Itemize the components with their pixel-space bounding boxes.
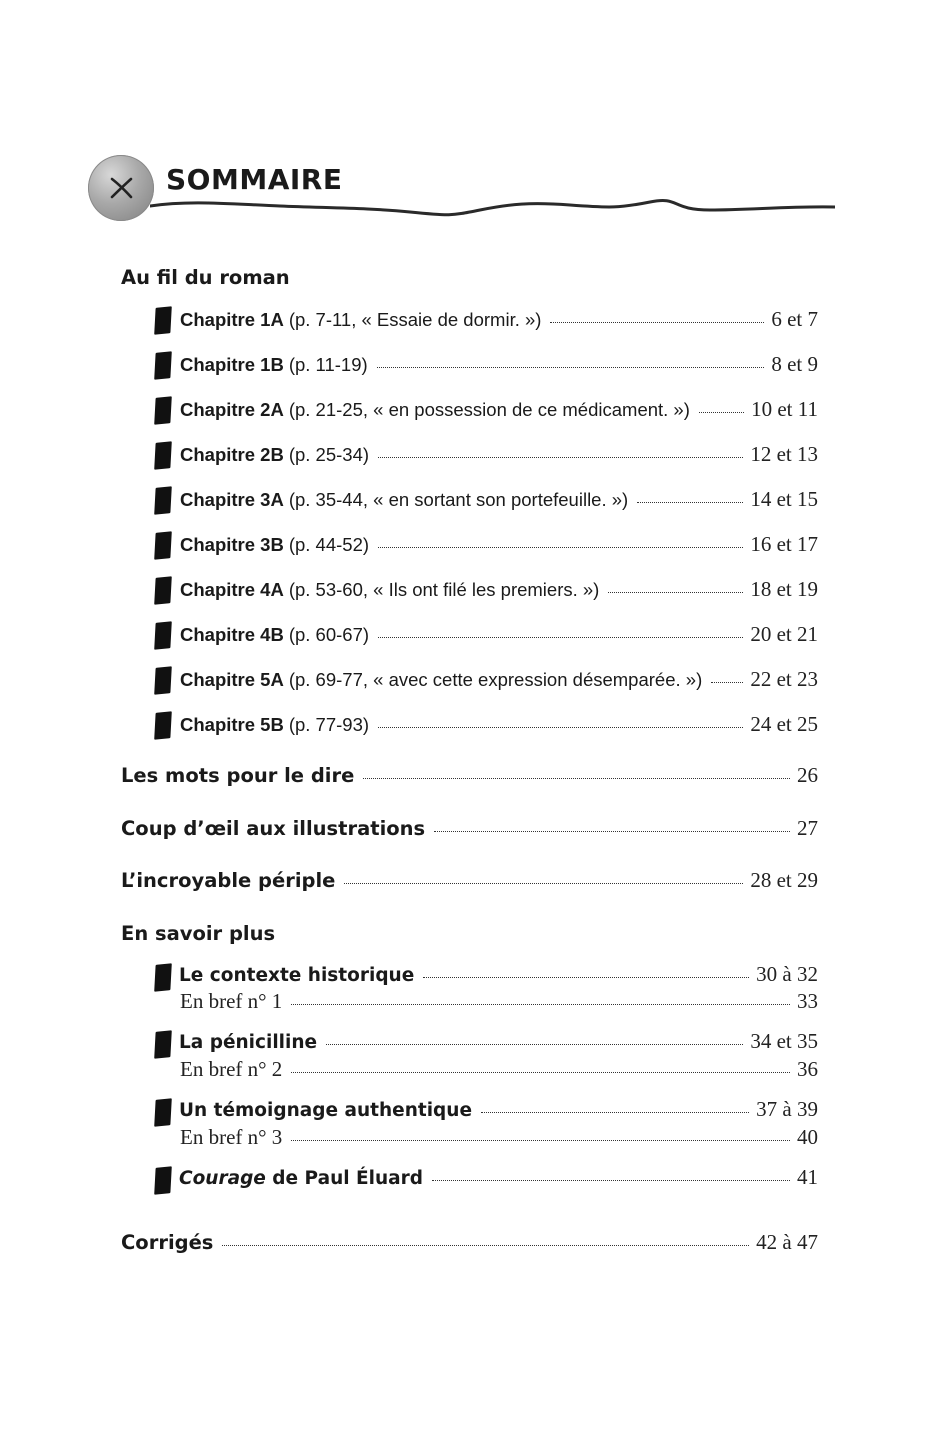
page-number: 30 à 32 xyxy=(756,962,818,986)
toc-entry-en-bref-3[interactable] xyxy=(180,1125,818,1150)
toc-entry-chapitre-1b[interactable] xyxy=(180,352,818,377)
chapter-reference: (p. 7-11, « Essaie de dormir. ») xyxy=(288,309,542,330)
page-number: 40 xyxy=(797,1125,818,1149)
chapter-reference: (p. 69-77, « avec cette expression désemparée. ») xyxy=(288,669,703,690)
page-number: 18 et 19 xyxy=(750,577,818,601)
page-number: 8 et 9 xyxy=(771,352,818,376)
bullet-icon xyxy=(154,306,172,335)
dot-leader xyxy=(291,1004,790,1005)
chapter-reference: (p. 25-34) xyxy=(288,444,370,465)
brief-label: En bref n° 2 xyxy=(180,1057,283,1081)
dot-leader xyxy=(377,367,765,368)
page-number: 36 xyxy=(797,1057,818,1081)
dot-leader xyxy=(222,1245,749,1246)
toc-entry-temoignage-authentique[interactable] xyxy=(179,1097,818,1122)
bullet-icon xyxy=(154,576,172,605)
dot-leader xyxy=(291,1140,790,1141)
chapter-reference: (p. 11-19) xyxy=(288,354,368,375)
page-number: 6 et 7 xyxy=(771,307,818,331)
toc-entry-en-bref-2[interactable] xyxy=(180,1057,818,1082)
page-number: 34 et 35 xyxy=(750,1029,818,1053)
toc-entry-en-bref-1[interactable] xyxy=(180,989,818,1014)
page-number: 26 xyxy=(797,763,818,787)
chapter-reference: (p. 60-67) xyxy=(288,624,370,645)
chapter-label: Chapitre 3A xyxy=(180,489,284,510)
bullet-icon xyxy=(154,396,172,425)
subsection-label: La pénicilline xyxy=(179,1032,318,1053)
dot-leader xyxy=(423,977,749,978)
toc-entry-chapitre-3b[interactable] xyxy=(180,532,818,557)
bullet-icon xyxy=(154,666,172,695)
page-number: 20 et 21 xyxy=(750,622,818,646)
dot-leader xyxy=(432,1180,790,1181)
subsection-label xyxy=(179,1168,423,1189)
page-number: 33 xyxy=(797,989,818,1013)
page-number: 42 à 47 xyxy=(756,1230,818,1254)
dot-leader xyxy=(608,592,743,593)
page-number: 27 xyxy=(797,816,818,840)
toc-entry-corriges[interactable] xyxy=(121,1230,818,1255)
toc-entry-chapitre-5b[interactable] xyxy=(180,712,818,737)
chapter-label: Chapitre 1A xyxy=(180,309,284,330)
chapter-label: Chapitre 2A xyxy=(180,399,284,420)
bullet-icon xyxy=(154,1166,172,1195)
toc-entry-chapitre-2b[interactable] xyxy=(180,442,818,467)
dot-leader xyxy=(344,883,743,884)
toc-entry-chapitre-5a[interactable] xyxy=(180,667,818,692)
dot-leader xyxy=(711,682,743,683)
brief-label: En bref n° 1 xyxy=(180,989,283,1013)
toc-entry-chapitre-4b[interactable] xyxy=(180,622,818,647)
toc-entry-chapitre-2a[interactable] xyxy=(180,397,818,422)
dot-leader xyxy=(378,637,743,638)
chapter-label: Chapitre 5A xyxy=(180,669,284,690)
chapter-label: Chapitre 4B xyxy=(180,624,284,645)
page-number: 37 à 39 xyxy=(756,1097,818,1121)
page-number: 16 et 17 xyxy=(750,532,818,556)
section-label: L’incroyable périple xyxy=(121,869,336,892)
bullet-icon xyxy=(154,1030,172,1059)
bullet-icon xyxy=(154,1098,172,1127)
section-label: Corrigés xyxy=(121,1231,214,1254)
bullet-icon xyxy=(154,351,172,380)
chapter-reference: (p. 53-60, « Ils ont filé les premiers. ») xyxy=(288,579,600,600)
dot-leader xyxy=(291,1072,790,1073)
chapter-label: Chapitre 1B xyxy=(180,354,284,375)
toc-entry-courage-eluard[interactable] xyxy=(179,1165,818,1190)
bullet-icon xyxy=(154,441,172,470)
chapter-reference: (p. 77-93) xyxy=(288,714,370,735)
page-number: 28 et 29 xyxy=(750,868,818,892)
chapter-reference: (p. 21-25, « en possession de ce médicament. ») xyxy=(288,399,690,420)
dot-leader xyxy=(699,412,744,413)
page-number: 10 et 11 xyxy=(751,397,818,421)
toc-entry-chapitre-4a[interactable] xyxy=(180,577,818,602)
dot-leader xyxy=(550,322,764,323)
page-title: SOMMAIRE xyxy=(166,163,343,196)
poem-author: de Paul Éluard xyxy=(265,1168,424,1189)
toc-entry-mots-pour-le-dire[interactable] xyxy=(121,763,818,788)
bullet-icon xyxy=(154,531,172,560)
section-label: Les mots pour le dire xyxy=(121,764,355,787)
dot-leader xyxy=(378,457,743,458)
chapter-label: Chapitre 5B xyxy=(180,714,284,735)
section-heading-en-savoir-plus: En savoir plus xyxy=(121,922,276,945)
dot-leader xyxy=(637,502,743,503)
page-number: 24 et 25 xyxy=(750,712,818,736)
dot-leader xyxy=(326,1044,743,1045)
dot-leader xyxy=(378,727,743,728)
page-number: 12 et 13 xyxy=(750,442,818,466)
toc-entry-illustrations[interactable] xyxy=(121,816,818,841)
subsection-label: Le contexte historique xyxy=(179,965,415,986)
section-label: Coup d’œil aux illustrations xyxy=(121,817,426,840)
bullet-icon xyxy=(154,486,172,515)
toc-entry-incroyable-periple[interactable] xyxy=(121,868,818,893)
chapter-reference: (p. 44-52) xyxy=(288,534,370,555)
page-number: 41 xyxy=(797,1165,818,1189)
subsection-label: Un témoignage authentique xyxy=(179,1100,473,1121)
bullet-icon xyxy=(154,963,172,992)
close-x-icon xyxy=(88,155,154,221)
toc-entry-contexte-historique[interactable] xyxy=(179,962,818,987)
chapter-label: Chapitre 3B xyxy=(180,534,284,555)
dot-leader xyxy=(434,831,790,832)
toc-entry-chapitre-3a[interactable] xyxy=(180,487,818,512)
toc-entry-chapitre-1a[interactable] xyxy=(180,307,818,332)
chapter-label: Chapitre 2B xyxy=(180,444,284,465)
page-number: 14 et 15 xyxy=(750,487,818,511)
chapter-reference: (p. 35-44, « en sortant son portefeuille. ») xyxy=(288,489,629,510)
page-number: 22 et 23 xyxy=(750,667,818,691)
dot-leader xyxy=(378,547,743,548)
bullet-icon xyxy=(154,621,172,650)
dot-leader xyxy=(481,1112,749,1113)
bullet-icon xyxy=(154,711,172,740)
dot-leader xyxy=(363,778,790,779)
poem-title: Courage xyxy=(179,1168,266,1189)
chapter-label: Chapitre 4A xyxy=(180,579,284,600)
brief-label: En bref n° 3 xyxy=(180,1125,283,1149)
toc-entry-penicilline[interactable] xyxy=(179,1029,818,1054)
section-heading-fil-du-roman: Au fil du roman xyxy=(121,266,290,289)
header-wavy-rule xyxy=(150,196,835,220)
